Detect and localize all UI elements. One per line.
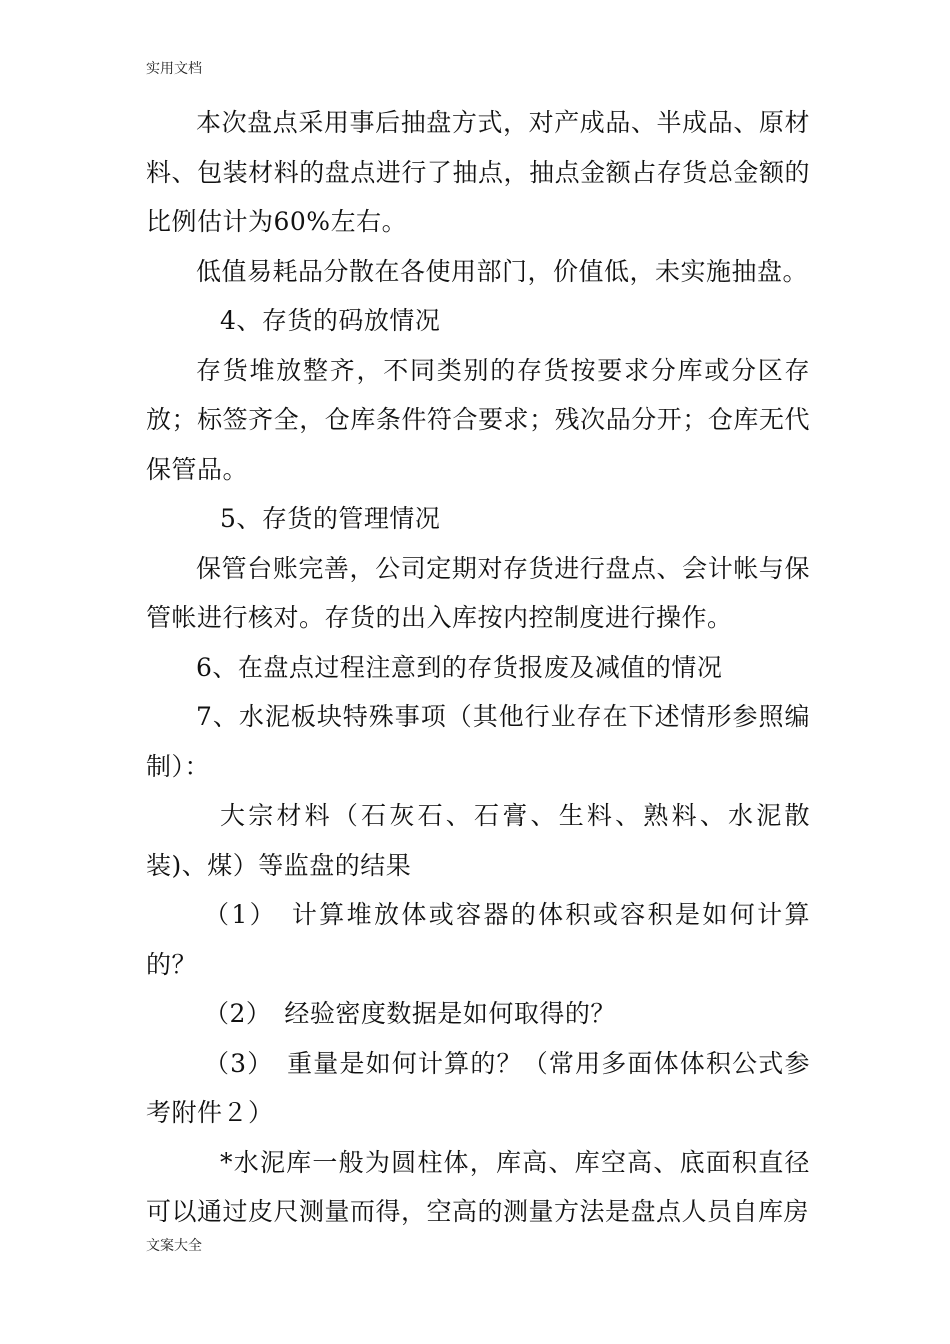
- list-item-3: （3） 重量是如何计算的？（常用多面体体积公式参考附件２）: [146, 1048, 810, 1127]
- paragraph-stacking-details: 存货堆放整齐，不同类别的存货按要求分库或分区存放；标签齐全，仓库条件符合要求；残次品分开；仓库无代保管品。: [146, 355, 810, 484]
- list-item-1: （1） 计算堆放体或容器的体积或容积是如何计算的？: [146, 900, 810, 979]
- paragraph-sampling-method: 本次盘点采用事后抽盘方式，对产成品、半成品、原材料、包装材料的盘点进行了抽点，抽点金额占存货总金额的比例估计为60%左右。: [146, 108, 810, 236]
- heading-scrap-impairment: 6、在盘点过程注意到的存货报废及减值的情况: [196, 652, 723, 682]
- page-footer: 文案大全: [146, 1238, 202, 1254]
- page-header: 实用文档: [146, 61, 202, 77]
- paragraph-low-value-consumables: 低值易耗品分散在各使用部门，价值低，未实施抽盘。: [196, 256, 809, 286]
- paragraph-cement-silo: *水泥库一般为圆柱体，库高、库空高、底面积直径可以通过皮尺测量而得，空高的测量方法是盘点人员自库房: [146, 1147, 810, 1226]
- paragraph-bulk-materials: 大宗材料（石灰石、石膏、生料、熟料、水泥散装)、煤）等监盘的结果: [146, 801, 810, 880]
- heading-inventory-stacking: 4、存货的码放情况: [220, 306, 441, 335]
- document-body: [146, 98, 810, 1237]
- paragraph-management-details: 保管台账完善，公司定期对存货进行盘点、会计帐与保管帐进行核对。存货的出入库按内控制度进行操作。: [146, 553, 810, 632]
- heading-inventory-management: 5、存货的管理情况: [220, 504, 441, 533]
- list-item-2: （2） 经验密度数据是如何取得的？: [204, 999, 616, 1028]
- heading-cement-special-items: 7、水泥板块特殊事项（其他行业存在下述情形参照编制）：: [146, 702, 810, 781]
